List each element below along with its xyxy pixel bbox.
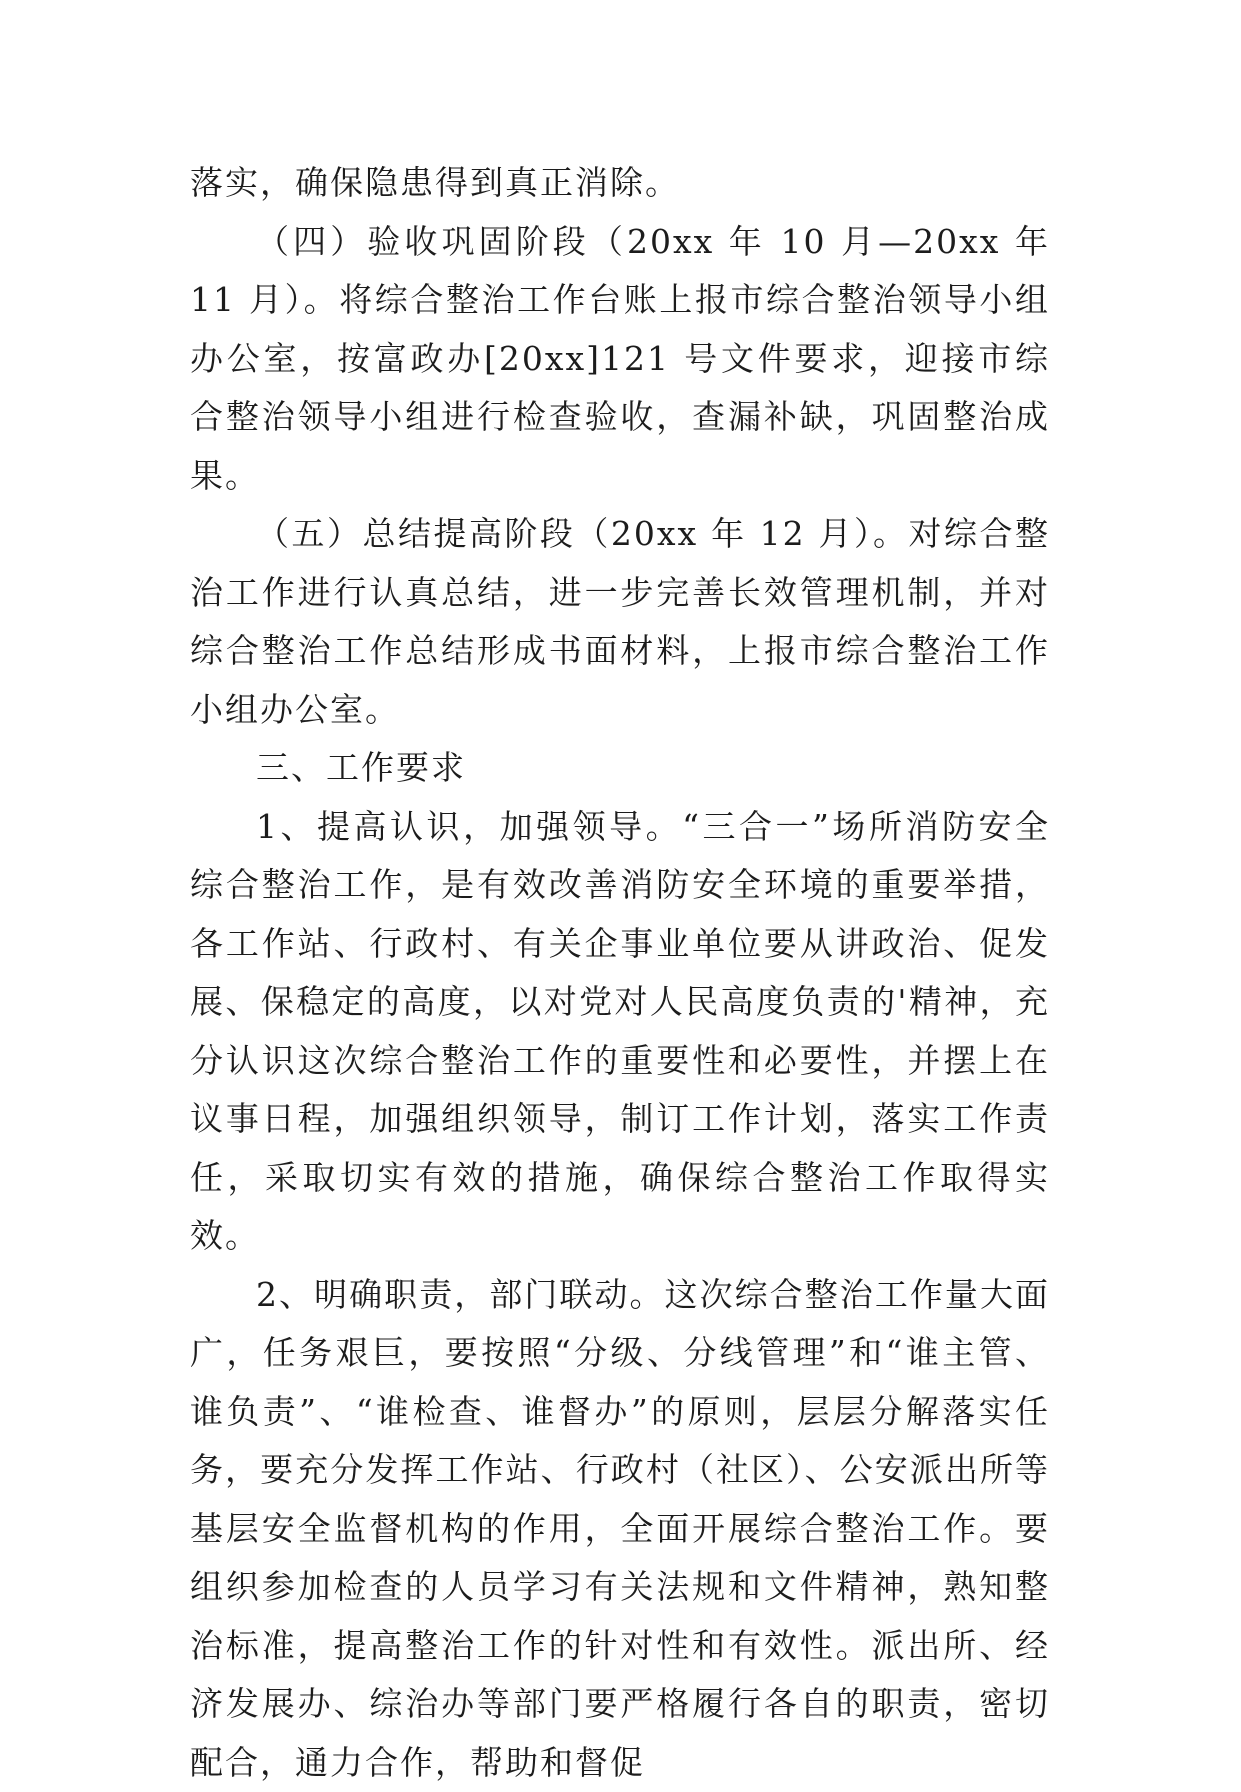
paragraph-acceptance-stage: （四）验收巩固阶段（20xx 年 10 月—20xx 年 11 月）。将综合整治工作台账上报市综合整治领导小组办公室，按富政办[20xx]121 号文件要求，迎接市综合整治领导小组进行检查验收，查漏补缺，巩固整治成果。 [190, 213, 1050, 506]
paragraph-requirement-1: 1、提高认识，加强领导。“三合一”场所消防安全综合整治工作，是有效改善消防安全环境的重要举措，各工作站、行政村、有关企事业单位要从讲政治、促发展、保稳定的高度，以对党对人民高度负责的'精神，充分认识这次综合整治工作的重要性和必要性，并摆上在议事日程，加强组织领导，制订工作计划，落实工作责任，采取切实有效的措施，确保综合整治工作取得实效。 [190, 798, 1050, 1266]
document-body [190, 154, 1050, 1792]
paragraph-summary-stage: （五）总结提高阶段（20xx 年 12 月）。对综合整治工作进行认真总结，进一步完善长效管理机制，并对综合整治工作总结形成书面材料，上报市综合整治工作小组办公室。 [190, 505, 1050, 739]
paragraph-continuation: 落实，确保隐患得到真正消除。 [190, 154, 1050, 213]
section-heading-work-requirements: 三、工作要求 [190, 739, 1050, 798]
paragraph-requirement-2: 2、明确职责，部门联动。这次综合整治工作量大面广，任务艰巨，要按照“分级、分线管理”和“谁主管、谁负责”、“谁检查、谁督办”的原则，层层分解落实任务，要充分发挥工作站、行政村（社区）、公安派出所等基层安全监督机构的作用，全面开展综合整治工作。要组织参加检查的人员学习有关法规和文件精神，熟知整治标准，提高整治工作的针对性和有效性。派出所、经济发展办、综治办等部门要严格履行各自的职责，密切配合，通力合作，帮助和督促 [190, 1266, 1050, 1792]
